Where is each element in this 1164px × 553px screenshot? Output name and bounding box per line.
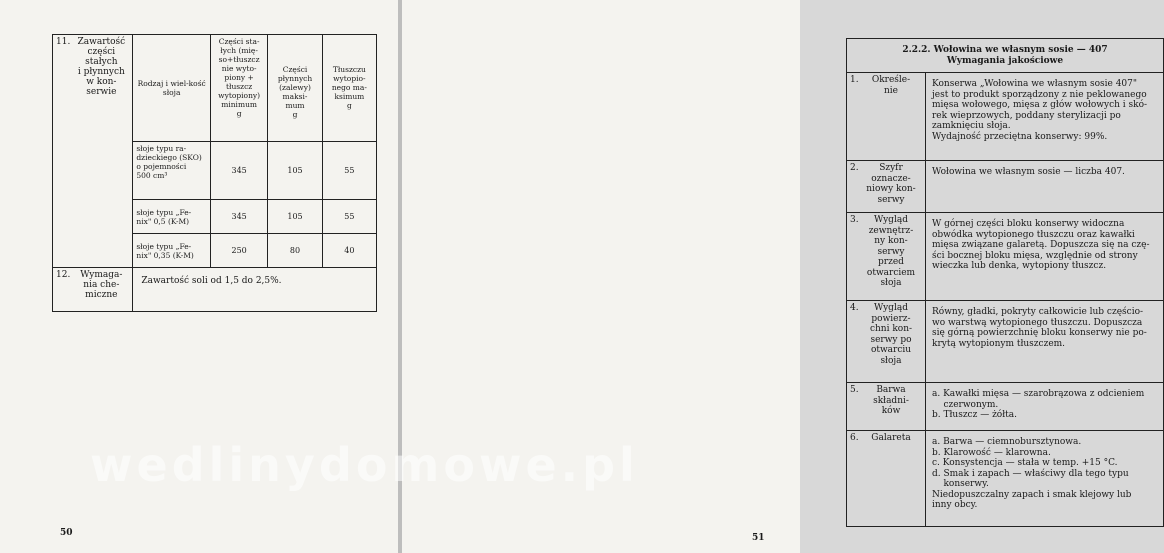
table-row	[53, 35, 377, 142]
hdr-line: piony +	[224, 73, 254, 82]
jar-kind	[133, 234, 211, 268]
label-line: Barwa	[876, 385, 906, 395]
fat-value: 55	[322, 200, 376, 234]
label-text	[864, 215, 918, 289]
body-line: Równy, gładki, pokryty całkowicie lub częścio-	[932, 307, 1144, 317]
row11-label	[53, 35, 133, 268]
label-line: zewnętrz-	[868, 225, 914, 236]
title-line: 2.2.2. Wołowina we własnym sosie — 407	[902, 45, 1108, 55]
label-line: stałych	[85, 57, 118, 67]
row-body	[926, 73, 1164, 161]
kind-line: słoje typu ra-	[136, 144, 187, 153]
hdr-line: mum	[285, 101, 305, 110]
label-line: serwie	[86, 87, 117, 97]
table-row	[847, 73, 1164, 161]
row-body	[926, 213, 1164, 301]
hdr-line: (zalewy)	[279, 83, 311, 92]
row-body	[926, 431, 1164, 527]
label-line: części	[87, 47, 116, 57]
row12-label	[53, 268, 133, 312]
header-liquid	[268, 35, 322, 142]
body-line: b. Klarowość — klarowna.	[932, 447, 1051, 458]
hdr-line: ksimum	[334, 92, 365, 101]
label-text	[864, 433, 918, 444]
liquid-value: 105	[268, 200, 322, 234]
subtitle-line: Wymagania jakościowe	[946, 55, 1064, 66]
label-text	[864, 303, 918, 366]
body-line: Wołowina we własnym sosie — liczba 407.	[932, 167, 1125, 177]
label-line: Galareta	[871, 433, 911, 443]
table-row	[847, 301, 1164, 383]
label-line: Wygląd	[874, 215, 908, 225]
hdr-line: wytopio-	[333, 74, 366, 83]
hdr-line: tłuszcz	[226, 82, 253, 91]
page-number: 51	[752, 533, 765, 543]
label-line: powierz-	[871, 313, 911, 324]
kind-line: nix" 0,35 (K-M)	[136, 250, 194, 260]
label-line: Wymaga-	[80, 270, 123, 280]
body-line: mięsa wołowego, mięsa z głów wołowych i skó-	[932, 100, 1148, 110]
table-row	[847, 161, 1164, 213]
label-line: przed	[878, 257, 904, 267]
hdr-line: so+tłuszcz	[218, 55, 260, 64]
row-label	[847, 301, 926, 383]
label-line: słoja	[880, 355, 902, 366]
row-label	[847, 383, 926, 431]
body-line: zamknięciu słoja.	[932, 121, 1011, 131]
row-body	[926, 383, 1164, 431]
row-body	[926, 301, 1164, 383]
label-line: Zawartość	[77, 37, 126, 47]
body-line: mięsa związane galaretą. Dopuszcza się na czę-	[932, 240, 1150, 250]
liquid-value: 80	[268, 234, 322, 268]
row-number: 6.	[850, 433, 859, 443]
row-number: 11.	[56, 37, 71, 47]
label-line: niowy kon-	[866, 184, 916, 194]
label-line: serwy	[877, 246, 905, 257]
label-line: ny kon-	[874, 236, 908, 246]
hdr-line: maksi-	[282, 92, 308, 101]
table-row	[847, 431, 1164, 527]
solid-value: 345	[210, 142, 267, 200]
kind-line: słoje typu „Fe-	[136, 241, 192, 251]
hdr-line: Części sta-	[218, 37, 260, 46]
body-line: jest to produkt sporządzony z nie peklowanego	[932, 89, 1147, 100]
label-text	[864, 75, 918, 96]
row-label	[847, 161, 926, 213]
label-line: chni kon-	[869, 324, 913, 334]
table-row	[847, 39, 1164, 73]
hdr-line: Tłuszczu	[332, 65, 366, 74]
right-requirements-table	[846, 38, 1164, 527]
watermark-text: wedlinydomowe.pl	[90, 438, 639, 492]
row-number: 5.	[850, 385, 859, 395]
label-line: ków	[881, 406, 901, 416]
body-line: b. Tłuszcz — żółta.	[932, 410, 1017, 420]
hdr-line: g	[292, 110, 298, 119]
hdr-line: g	[346, 101, 352, 110]
label-line: miczne	[85, 290, 118, 300]
label-line: otwarciem	[866, 267, 916, 278]
label-text	[864, 163, 918, 205]
row-number: 3.	[850, 215, 859, 225]
table-row	[53, 268, 377, 312]
body-line: inny obcy.	[932, 500, 978, 510]
body-line: a. Barwa — ciemnobursztynowa.	[932, 437, 1082, 447]
solid-value: 345	[210, 200, 267, 234]
header-kind: Rodzaj i wiel-kość słoja	[133, 35, 211, 142]
row-label	[847, 431, 926, 527]
kind-line: dzieckiego (SKO)	[136, 153, 202, 162]
solid-value: 250	[210, 234, 267, 268]
label-line: w kon-	[86, 77, 117, 87]
row12-text: Zawartość soli od 1,5 do 2,5%.	[133, 268, 377, 312]
kind-line: o pojemności	[136, 162, 187, 171]
jar-kind	[133, 200, 211, 234]
body-line: obwódka wytopionego tłuszczu oraz kawałki	[932, 229, 1135, 240]
row-label	[847, 213, 926, 301]
row-number: 12.	[56, 270, 71, 280]
row-number: 2.	[850, 163, 859, 173]
body-line: wieczka lub denka, wytopiony tłuszcz.	[932, 261, 1107, 271]
body-line: krytą wytopionym tłuszczem.	[932, 338, 1066, 349]
header-solid	[210, 35, 267, 142]
hdr-line: łych (mię-	[220, 46, 258, 55]
kind-line: 500 cm³	[136, 171, 168, 180]
label-text	[864, 385, 918, 417]
label-line: otwarciu	[870, 345, 912, 355]
body-line: konserwy.	[932, 479, 989, 489]
hdr-line: nie wyto-	[221, 64, 257, 73]
body-line: Wydajność przeciętna konserwy: 99%.	[932, 131, 1108, 142]
section-title	[847, 39, 1164, 73]
row-number: 4.	[850, 303, 859, 313]
body-line: d. Smak i zapach — właściwy dla tego typu	[932, 468, 1129, 479]
row-body	[926, 161, 1164, 213]
table-row	[847, 213, 1164, 301]
requirements-rows	[847, 73, 1164, 527]
fat-value: 55	[322, 142, 376, 200]
body-line: Niedopuszczalny zapach i smak klejowy lub	[932, 489, 1132, 500]
body-line: rek wieprzowych, poddany sterylizacji po	[932, 110, 1121, 121]
label-line: Szyfr	[879, 163, 903, 173]
body-line: a. Kawałki mięsa — szarobrązowa z odcieniem	[932, 389, 1145, 399]
label-line: oznacze-	[871, 173, 911, 184]
label-line: Określe-	[871, 75, 911, 85]
body-line: wo warstwą wytopionego tłuszczu. Dopuszcza	[932, 317, 1143, 328]
hdr-line: wytopiony)	[218, 91, 261, 100]
hdr-line: Części	[282, 65, 308, 74]
kind-line: nix" 0,5 (K-M)	[136, 216, 190, 226]
body-line: Konserwa „Wołowina we własnym sosie 407"	[932, 79, 1138, 89]
header-fat	[322, 35, 376, 142]
body-line: ści bocznej bloku mięsa, względnie od strony	[932, 250, 1138, 261]
fat-value: 40	[322, 234, 376, 268]
label-line: nie	[883, 85, 898, 96]
body-line: się górną powierzchnię bloku konserwy nie po-	[932, 328, 1147, 338]
label-line: serwy	[877, 194, 905, 205]
hdr-line: g	[236, 109, 242, 118]
body-line: c. Konsystencja — stała w temp. +15 °C.	[932, 458, 1118, 468]
label-line: serwy po	[870, 334, 912, 345]
row-label	[847, 73, 926, 161]
row-number: 1.	[850, 75, 859, 85]
liquid-value: 105	[268, 142, 322, 200]
label-line: nia che-	[83, 280, 120, 290]
label-line: składni-	[873, 395, 909, 406]
label-line: i płynnych	[77, 67, 125, 77]
kind-line: słoje typu „Fe-	[136, 207, 192, 217]
hdr-line: płynnych	[277, 74, 313, 83]
label-line: Wygląd	[874, 303, 908, 313]
label-line: słoja	[880, 278, 902, 288]
body-line: W górnej części bloku konserwy widoczna	[932, 219, 1125, 229]
table-row	[847, 383, 1164, 431]
jar-kind	[133, 142, 211, 200]
page-number: 50	[60, 528, 73, 538]
body-line: czerwonym.	[932, 399, 999, 410]
left-requirements-table	[52, 34, 377, 312]
hdr-line: nego ma-	[331, 83, 367, 92]
hdr-line: minimum	[221, 100, 258, 109]
